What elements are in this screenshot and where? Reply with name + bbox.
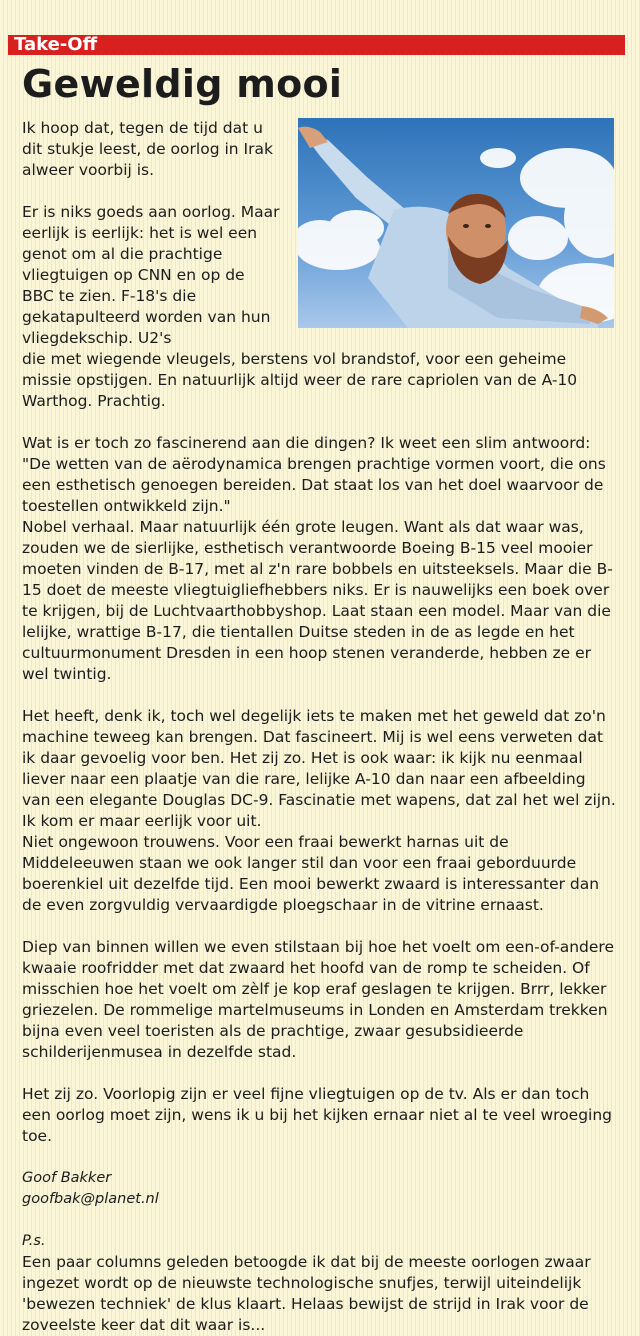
paragraph-7: Diep van binnen willen we even stilstaan bij hoe het voelt om een-of-andere kwaaie roofridder met dat zwaard het hoofd van de romp te scheiden. Of misschien hoe het voelt om zèlf je kop eraf geslagen te krijgen. Brrr, lekker griezelen. De rommelige martelmuseums in Londen en Amsterdam trekken bijna even veel toeristen als de prachtige, zwaar gesubsidieerde schilderijenmusea in dezelfde stad. [22,938,614,1061]
paragraph-2-intro: Er is niks goeds aan oorlog. Maar eerlijk is eerlijk: het is wel een genot om al die prachtige vliegtuigen op CNN en op de BBC te zien. F-18's die gekatapulteerd worden van hun vliegdekschip. U2's [22,203,280,347]
paragraph-3: Wat is er toch zo fascinerend aan die dingen? Ik weet een slim antwoord: "De wetten van de aërodynamica brengen prachtige vormen voort, die ons een esthetisch genoegen bereiden. Dat staat los van het doel waarvoor de toestellen ontwikkeld zijn." [22,434,606,515]
section-header-bar [8,35,625,55]
paragraph-5: Het heeft, denk ik, toch wel degelijk iets te maken met het geweld dat zo'n machine teweeg kan brengen. Dat fascineert. Mij is wel eens verweten dat ik daar gevoelig voor ben. Het zij zo. Het is ook waar: ik kijk nu eenmaal liever naar een plaatje van die rare, lelijke A-10 dan naar een afbeelding van een elegante Douglas DC-9. Fascinatie met wapens, dat zal het wel zijn. Ik kom er maar eerlijk voor uit. [22,707,616,830]
postscript-label: P.s. [22,1233,46,1249]
author-email: goofbak@planet.nl [22,1191,159,1207]
paragraph-6: Niet ongewoon trouwens. Voor een fraai bewerkt harnas uit de Middeleeuwen staan we ook langer stil dan voor een fraai geborduurde boerenkiel uit dezelfde tijd. Een mooi bewerkt zwaard is interessanter dan de even zorgvuldig vervaardigde ploegschaar in de vitrine ernaast. [22,833,600,914]
section-label: Take-Off [14,34,98,55]
paragraph-1: Ik hoop dat, tegen de tijd dat u dit stukje leest, de oorlog in Irak alweer voorbij is. [22,119,273,179]
paragraph-2-continued: die met wiegende vleugels, berstens vol brandstof, voor een geheime missie opstijgen. En natuurlijk altijd weer de rare capriolen van de A-10 Warthog. Prachtig. [22,350,578,410]
article-body [22,118,616,1336]
paragraph-8: Het zij zo. Voorlopig zijn er veel fijne vliegtuigen op de tv. Als er dan toch een oorlog moet zijn, wens ik u bij het kijken ernaar niet al te veel wroeging toe. [22,1085,613,1145]
author-name: Goof Bakker [22,1170,112,1186]
paragraph-4: Nobel verhaal. Maar natuurlijk één grote leugen. Want als dat waar was, zouden we de sierlijke, esthetisch verantwoorde Boeing B-15 veel mooier moeten vinden de B-17, met al z'n rare bobbels en uitsteeksels. Maar die B-15 doet de meeste vliegtuigliefhebbers niks. Er is nauwelijks een boek over te krijgen, bij de Luchtvaarthobbyshop. Laat staan een model. Maar van die lelijke, wrattige B-17, die tientallen Duitse steden in de as legde en het cultuurmonument Dresden in een hoop stenen veranderde, hebben ze er wel twintig. [22,518,613,683]
postscript-text: Een paar columns geleden betoogde ik dat bij de meeste oorlogen zwaar ingezet wordt op de nieuwste technologische snufjes, terwijl uiteindelijk 'bewezen techniek' de klus klaart. Helaas bewijst de strijd in Irak voor de zoveelste keer dat dit waar is... [22,1253,591,1334]
article-title: Geweldig mooi [22,62,343,106]
